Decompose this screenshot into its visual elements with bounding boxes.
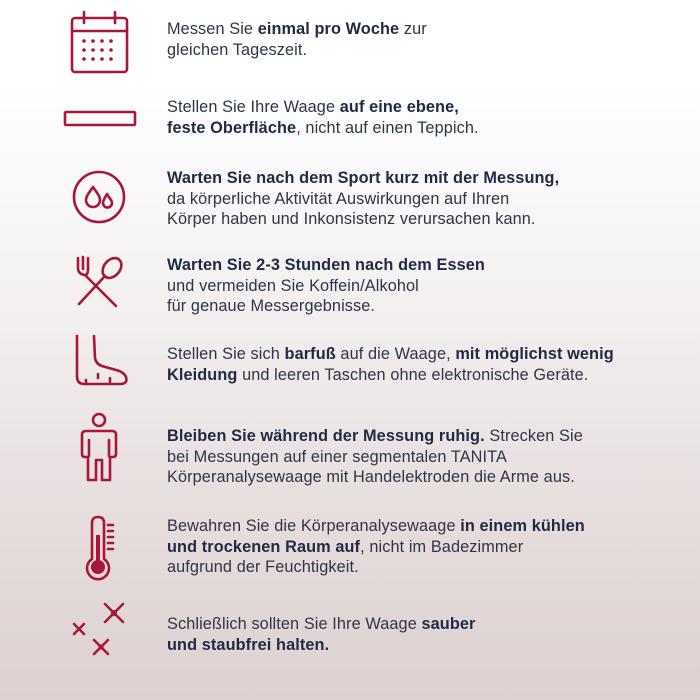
fork-spoon-crossed-icon — [62, 244, 136, 318]
tip-text-bold: Warten Sie 2-3 Stunden nach dem Essen — [167, 256, 485, 274]
tip-text-segment: , nicht auf einen Teppich. — [296, 118, 479, 137]
tip-text-segment: Stellen Sie Ihre Waage — [167, 98, 340, 116]
tip-text-bold: feste Oberfläche — [167, 118, 297, 137]
tip-line — [167, 19, 687, 40]
tip-text-bold: Warten Sie nach dem Sport kurz mit der Messung, — [167, 169, 560, 187]
tip-line — [167, 614, 687, 635]
tip-line — [167, 40, 687, 61]
scale-surface-icon — [62, 82, 136, 156]
tip-line — [167, 209, 687, 230]
tip-line — [167, 537, 687, 558]
tip-line — [167, 189, 687, 210]
tip-text-bold: barfuß — [284, 345, 336, 363]
tip-text-segment: Strecken Sie — [484, 427, 583, 445]
tip-line — [167, 365, 687, 386]
tip-text — [167, 516, 687, 578]
tip-line — [167, 168, 687, 189]
tip-text-bold: sauber — [421, 615, 476, 633]
tip-text-bold: in einem kühlen — [460, 517, 585, 535]
thermometer-icon — [62, 513, 136, 587]
tip-text-segment: Messen Sie — [167, 20, 258, 38]
tip-line — [167, 97, 687, 118]
tip-line — [167, 276, 687, 297]
tip-text — [167, 255, 687, 317]
tip-text-segment: und vermeiden Sie Koffein/Alkohol — [167, 276, 419, 295]
tip-text — [167, 426, 687, 488]
tip-text-segment: Schließlich sollten Sie Ihre Waage — [167, 615, 422, 633]
tip-text-segment: für genaue Messergebnisse. — [167, 297, 376, 315]
tip-text-segment: aufgrund der Feuchtigkeit. — [167, 558, 359, 576]
tip-line — [167, 635, 687, 656]
tip-text-segment: Stellen Sie sich — [167, 345, 285, 363]
tip-line — [167, 426, 687, 447]
tip-text-segment: , nicht im Badezimmer — [360, 537, 524, 556]
tip-line — [167, 557, 687, 578]
tip-text — [167, 344, 687, 385]
sweat-drops-icon — [62, 160, 136, 234]
tip-text — [167, 168, 687, 230]
tip-text — [167, 614, 687, 655]
sparkle-clean-icon — [62, 598, 136, 672]
tip-line — [167, 118, 687, 139]
person-standing-icon — [62, 410, 136, 484]
tip-text — [167, 97, 687, 138]
tip-text-segment: da körperliche Aktivität Auswirkungen auf Ihren — [167, 189, 510, 208]
tip-text-bold: einmal pro Woche — [257, 20, 400, 38]
tip-text-segment: Körper haben und Inkonsistenz verursachen kann. — [167, 210, 536, 228]
tip-text-bold: mit möglichst wenig — [455, 345, 614, 363]
tip-text-segment: Körperanalysewaage mit Handelektroden die Arme aus. — [167, 468, 575, 486]
tip-text-bold: auf eine ebene, — [339, 98, 459, 116]
tip-text-segment: Bewahren Sie die Körperanalysewaage — [167, 517, 461, 535]
bare-foot-icon — [62, 326, 136, 400]
tip-text-segment: zur — [399, 20, 427, 38]
tip-text-bold: Bleiben Sie während der Messung ruhig. — [167, 427, 485, 445]
tip-line — [167, 467, 687, 488]
tip-line — [167, 516, 687, 537]
tip-text-segment: gleichen Tageszeit. — [167, 40, 308, 59]
tip-text — [167, 19, 687, 60]
tip-text-segment: bei Messungen auf einer segmentalen TANITA — [167, 447, 507, 466]
tip-line — [167, 296, 687, 317]
tip-line — [167, 255, 687, 276]
tip-text-bold: und staubfrei halten. — [167, 635, 330, 654]
tip-text-segment: und leeren Taschen ohne elektronische Geräte. — [237, 365, 589, 384]
tip-text-segment: auf die Waage, — [335, 345, 456, 363]
tip-line — [167, 447, 687, 468]
tip-text-bold: Kleidung — [167, 365, 238, 384]
tip-text-bold: und trockenen Raum auf — [167, 537, 361, 556]
tip-line — [167, 344, 687, 365]
calendar-icon — [62, 6, 136, 80]
